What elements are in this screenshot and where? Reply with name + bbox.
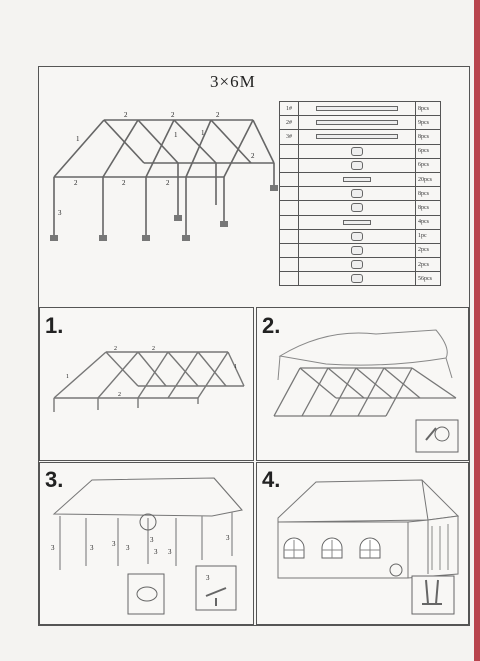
part-quantity: 8pcs bbox=[416, 102, 441, 116]
parts-row bbox=[280, 116, 441, 130]
parts-row bbox=[280, 102, 441, 116]
parts-row bbox=[280, 144, 441, 158]
parts-row bbox=[280, 215, 441, 229]
side-connector-icon bbox=[299, 158, 416, 172]
stake-shape bbox=[351, 260, 363, 269]
parts-row bbox=[280, 187, 441, 201]
foot-plate-icon bbox=[299, 187, 416, 201]
label-1b: 1 bbox=[174, 131, 178, 139]
long-pole-icon bbox=[299, 102, 416, 116]
label-3: 3 bbox=[58, 209, 62, 217]
step3-label-3g: 3 bbox=[168, 548, 172, 556]
part-id bbox=[280, 258, 299, 272]
long-pole-icon bbox=[299, 116, 416, 130]
step-4-tent-diagram bbox=[262, 470, 462, 618]
step3-label-3e: 3 bbox=[150, 536, 154, 544]
corner-connector-shape bbox=[351, 147, 363, 156]
step-2-number: 2. bbox=[262, 313, 281, 338]
side-wall-shape bbox=[351, 246, 363, 255]
step1-label-1b: 1 bbox=[234, 364, 237, 370]
step-4-number: 4. bbox=[262, 467, 281, 492]
parts-row bbox=[280, 258, 441, 272]
step3-label-3b: 3 bbox=[90, 544, 94, 552]
step1-label-2b: 2 bbox=[152, 346, 155, 352]
long-pole-icon bbox=[299, 130, 416, 144]
part-id bbox=[280, 158, 299, 172]
part-quantity: 8pcs bbox=[416, 187, 441, 201]
parts-row bbox=[280, 158, 441, 172]
part-quantity: 1pc bbox=[416, 229, 441, 243]
label-2g: 2 bbox=[251, 152, 255, 160]
page-title: 3×6M bbox=[210, 72, 256, 91]
parts-list-table bbox=[279, 101, 441, 286]
part-id bbox=[280, 215, 299, 229]
part-quantity: 9pcs bbox=[416, 116, 441, 130]
part-quantity: 6pcs bbox=[416, 158, 441, 172]
part-quantity: 2pcs bbox=[416, 258, 441, 272]
roof-cover-icon bbox=[299, 229, 416, 243]
step3-label-3c: 3 bbox=[112, 540, 116, 548]
step3-label-3f: 3 bbox=[154, 548, 158, 556]
parts-row bbox=[280, 201, 441, 215]
part-quantity: 6pcs bbox=[416, 144, 441, 158]
part-quantity: 8pcs bbox=[416, 130, 441, 144]
step-3-canopy-diagram bbox=[46, 470, 248, 618]
step-3-number: 3. bbox=[45, 467, 64, 492]
foot-plate-shape bbox=[351, 189, 363, 198]
side-connector-shape bbox=[351, 161, 363, 170]
part-id: 2# bbox=[280, 116, 299, 130]
part-id bbox=[280, 187, 299, 201]
part-id bbox=[280, 172, 299, 186]
part-id: 1# bbox=[280, 102, 299, 116]
parts-row bbox=[280, 243, 441, 257]
step3-label-3h: 3 bbox=[226, 534, 230, 542]
step3-label-3a: 3 bbox=[51, 544, 55, 552]
rope-shape bbox=[343, 220, 371, 225]
label-2f: 2 bbox=[166, 179, 170, 187]
parts-row bbox=[280, 229, 441, 243]
side-wall-icon bbox=[299, 243, 416, 257]
label-2: 2 bbox=[124, 111, 128, 119]
part-quantity: 2pcs bbox=[416, 243, 441, 257]
label-1: 1 bbox=[76, 135, 80, 143]
bungee-cord-shape bbox=[343, 177, 371, 182]
step1-label-1: 1 bbox=[66, 374, 69, 380]
clip-icon bbox=[299, 272, 416, 286]
part-quantity: 20pcs bbox=[416, 172, 441, 186]
long-pole-shape bbox=[316, 120, 398, 125]
parts-row bbox=[280, 130, 441, 144]
step-2-cover-diagram bbox=[266, 328, 464, 456]
part-id bbox=[280, 144, 299, 158]
roof-cover-shape bbox=[351, 232, 363, 241]
page-edge-stripe bbox=[474, 0, 480, 661]
label-1c: 1 bbox=[201, 129, 205, 137]
stake-icon bbox=[299, 258, 416, 272]
part-quantity: 4pcs bbox=[416, 215, 441, 229]
part-quantity: 56pcs bbox=[416, 272, 441, 286]
part-id bbox=[280, 243, 299, 257]
step3-label-3d: 3 bbox=[126, 544, 130, 552]
part-quantity: 8pcs bbox=[416, 201, 441, 215]
pin-shape bbox=[351, 203, 363, 212]
clip-shape bbox=[351, 274, 363, 283]
bungee-cord-icon bbox=[299, 172, 416, 186]
part-id: 3# bbox=[280, 130, 299, 144]
long-pole-shape bbox=[316, 106, 398, 111]
parts-row bbox=[280, 272, 441, 286]
step3-inset-label-3: 3 bbox=[206, 574, 210, 582]
step1-label-2: 2 bbox=[114, 346, 117, 352]
parts-row bbox=[280, 172, 441, 186]
part-id bbox=[280, 201, 299, 215]
step1-label-2c: 2 bbox=[118, 392, 121, 398]
long-pole-shape bbox=[316, 134, 398, 139]
corner-connector-icon bbox=[299, 144, 416, 158]
part-id bbox=[280, 229, 299, 243]
pin-icon bbox=[299, 201, 416, 215]
label-2d: 2 bbox=[74, 179, 78, 187]
step-1-number: 1. bbox=[45, 313, 64, 338]
label-2c: 2 bbox=[216, 111, 220, 119]
label-2b: 2 bbox=[171, 111, 175, 119]
label-2e: 2 bbox=[122, 179, 126, 187]
step-1-frame-diagram bbox=[48, 338, 248, 418]
rope-icon bbox=[299, 215, 416, 229]
part-id bbox=[280, 272, 299, 286]
overview-frame-diagram bbox=[46, 105, 278, 255]
